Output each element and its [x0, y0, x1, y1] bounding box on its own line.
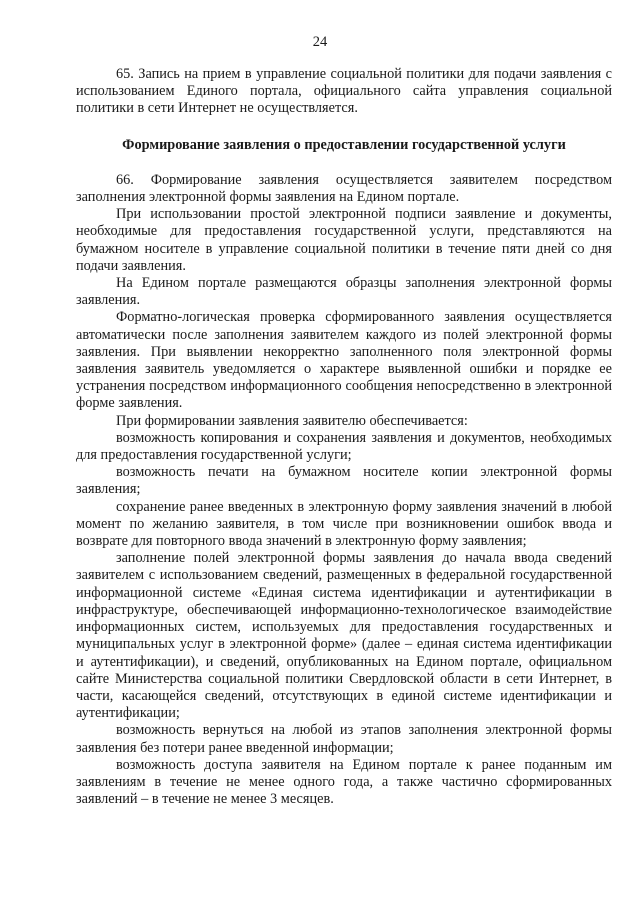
list-item-print: возможность печати на бумажном носителе копии электронной формы заявления;	[76, 464, 612, 498]
section-heading: Формирование заявления о предоставлении государственной услуги	[122, 136, 566, 153]
list-item-save-values: сохранение ранее введенных в электронную форму заявления значений в любой момент по желанию заявителя, в том числе при возникновении ошибок ввода и возврате для повторного ввода значений в электронную форму заявления;	[76, 498, 612, 550]
paragraph-samples: На Едином портале размещаются образцы заполнения электронной формы заявления.	[76, 275, 612, 309]
paragraph-electronic-signature: При использовании простой электронной подписи заявление и документы, необходимые для предоставления государственной услуги, представляются на бумажном носителе в управление социальной политики в течение пяти дней со дня подачи заявления.	[76, 206, 612, 274]
paragraph-provided-intro: При формировании заявления заявителю обеспечивается:	[116, 412, 468, 429]
list-item-access-history: возможность доступа заявителя на Едином портале к ранее поданным им заявлениям в течение не менее одного года, а также частично сформированных заявлений – в течение не менее 3 месяцев.	[76, 756, 612, 808]
document-body	[76, 66, 612, 808]
paragraph-66: 66. Формирование заявления осуществляется заявителем посредством заполнения электронной формы заявления на Едином портале.	[76, 171, 612, 206]
paragraph-65: 65. Запись на прием в управление социальной политики для подачи заявления с использованием Единого портала, официального сайта управления социальной политики в сети Интернет не осуществляется.	[76, 66, 612, 117]
list-item-return-step: возможность вернуться на любой из этапов заполнения электронной формы заявления без потери ранее введенной информации;	[76, 722, 612, 756]
list-item-autofill: заполнение полей электронной формы заявления до начала ввода сведений заявителем с использованием сведений, размещенных в федеральной государственной информационной системе «Единая система идентификации и аутентификации в инфраструктуре, обеспечивающей информационно-технологическое взаимодействие информационных систем, используемых для предоставления государственных и муниципальных услуг в электронной форме» (далее – единая система идентификации и аутентификации), и сведений, опубликованных на Едином портале, официальном сайте Министерства социальной политики Свердловской области в сети Интернет, в части, касающейся сведений, отсутствующих в единой системе идентификации и аутентификации;	[76, 550, 612, 722]
page-number: 24	[312, 34, 328, 50]
paragraph-format-check: Форматно-логическая проверка сформированного заявления осуществляется автоматически после заполнения заявителем каждого из полей электронной формы заявления. При выявлении некорректно заполненного поля электронной формы заявления заявитель уведомляется о характере выявленной ошибки и порядке ее устранения посредством информационного сообщения непосредственно в электронной форме заявления.	[76, 309, 612, 412]
list-item-copy-save: возможность копирования и сохранения заявления и документов, необходимых для предоставления государственной услуги;	[76, 429, 612, 464]
